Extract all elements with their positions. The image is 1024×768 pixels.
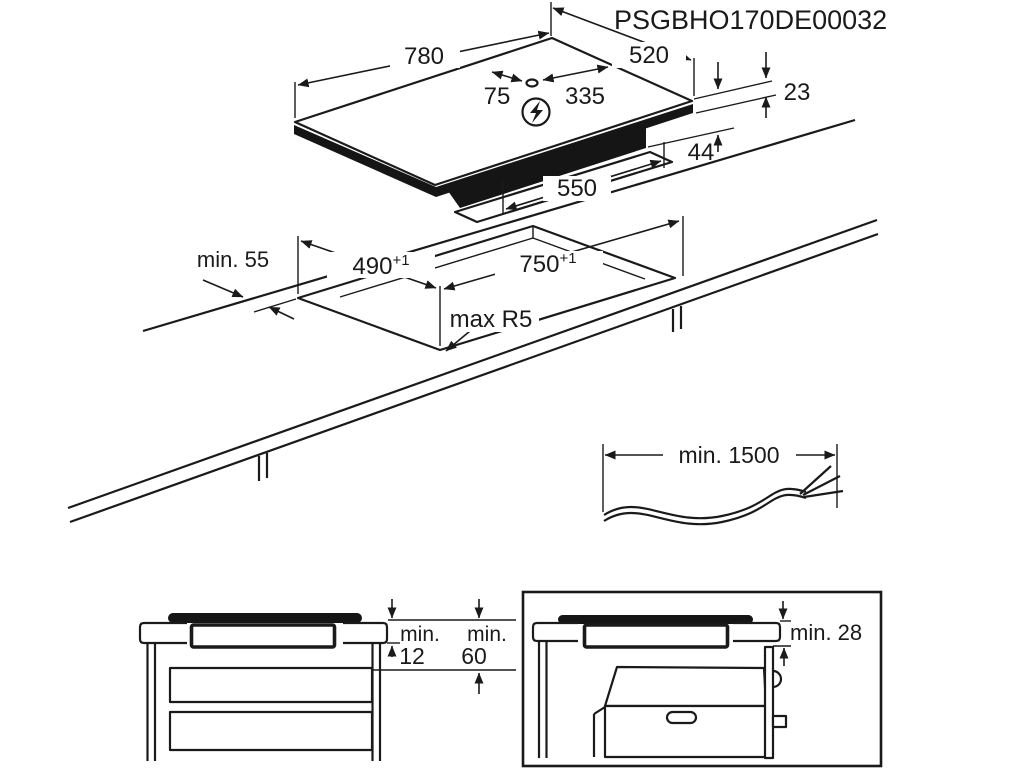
oven-side-panel [765,647,773,758]
dim-min55 [197,247,296,319]
hob-glass-side-view [168,613,362,623]
dim-min1500-label: min. 1500 [678,442,780,468]
hob-body-side-view [585,625,728,647]
worktop-right-block [343,623,387,643]
oven-clearance-view [523,592,881,766]
hob-body-side-view [192,625,335,647]
dim-44 [648,62,734,166]
dim-520-label: 520 [628,42,670,69]
oven-knob [773,716,786,727]
dim-44-label: 44 [687,139,715,166]
dim-min55-label: min. 55 [196,247,270,272]
min-label-left: min. [400,623,440,646]
drawer-rail-top [170,668,372,702]
worktop-right-block [733,623,780,641]
dim-75-label: 75 [483,83,511,110]
oven-door-handle [667,712,696,723]
worktop-left-block [140,623,187,643]
dim-335-label: 335 [564,83,606,110]
dim-23 [694,52,810,118]
dim-min28-label: min. 28 [790,620,863,645]
oven-top-face [605,667,766,706]
dim-490-label: $490^{+1}$ [352,252,410,280]
dim-maxR5-label: max R5 [449,306,533,333]
min-label-right: min. [467,623,507,646]
dim-780-label: 780 [403,43,445,70]
drawer-clearance-view [140,599,516,761]
product-code-title: PSGBHO170DE00032 [614,5,888,35]
dim-60-label: 60 [461,643,487,669]
hob-glass-side-view [558,615,753,624]
dim-12-label: 12 [399,643,425,669]
dim-550-label: 550 [556,175,598,202]
mains-cable [604,466,843,524]
worktop-cutout-view [68,216,878,522]
mains-cable-view [603,441,843,524]
worktop-left-block [533,623,578,641]
dim-23-label: 23 [783,79,811,106]
dim-min12-min60 [373,599,516,694]
drawer-rail-bottom [170,712,372,750]
dim-750-label: $750^{+1}$ [519,250,577,278]
